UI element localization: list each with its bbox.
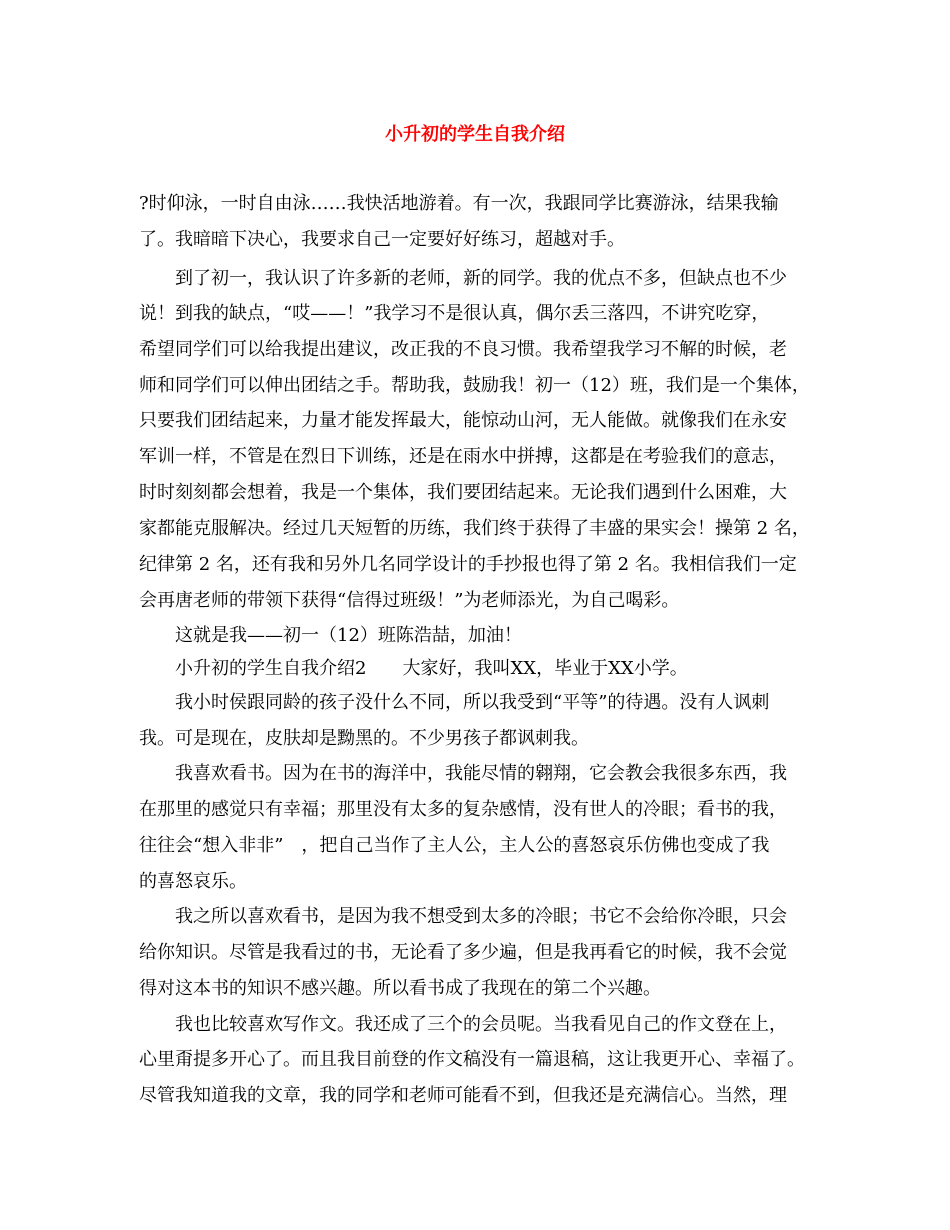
text-line: 只要我们团结起来，力量才能发挥最大，能惊动山河，无人能做。就像我们在永安 xyxy=(139,410,787,431)
text-line: 了。我暗暗下决心，我要求自己一定要好好练习，超越对手。 xyxy=(139,229,625,250)
text-line: 师和同学们可以伸出团结之手。帮助我，鼓励我！初一（12）班，我们是一个集体， xyxy=(139,375,810,396)
text-line: 的喜怒哀乐。 xyxy=(139,871,247,892)
text-line: 我。可是现在，皮肤却是黝黑的。不少男孩子都讽刺我。 xyxy=(139,728,589,749)
text-line: 尽管我知道我的文章，我的同学和老师可能看不到，但我还是充满信心。当然，理 xyxy=(139,1085,787,1106)
text-line: 得对这本书的知识不感兴趣。所以看书成了我现在的第二个兴趣。 xyxy=(139,978,661,999)
text-line: 这就是我——初一（12）班陈浩喆，加油！ xyxy=(175,625,522,646)
text-line: 我小时侯跟同龄的孩子没什么不同，所以我受到“平等”的待遇。没有人讽刺 xyxy=(175,692,770,713)
document-title: 小升初的学生自我介绍 xyxy=(385,124,565,145)
text-line: 往往会“想入非非” ，把自己当作了主人公，主人公的喜怒哀乐仿佛也变成了我 xyxy=(139,835,770,856)
text-line: 纪律第 2 名，还有我和另外几名同学设计的手抄报也得了第 2 名。我相信我们一定 xyxy=(139,554,797,575)
text-line: 我喜欢看书。因为在书的海洋中，我能尽情的翱翔，它会教会我很多东西，我 xyxy=(175,763,787,784)
text-line: 说！到我的缺点，“哎——！”我学习不是很认真，偶尔丢三落四，不讲究吃穿， xyxy=(139,303,770,324)
text-line: 小升初的学生自我介绍2 大家好，我叫XX，毕业于XX小学。 xyxy=(175,658,688,679)
text-line: 我也比较喜欢写作文。我还成了三个的会员呢。当我看见自己的作文登在上， xyxy=(175,1014,787,1035)
text-line: 我之所以喜欢看书，是因为我不想受到太多的冷眼；书它不会给你冷眼，只会 xyxy=(175,906,787,927)
text-line: 在那里的感觉只有幸福；那里没有太多的复杂感情，没有世人的冷眼；看书的我， xyxy=(139,799,787,820)
text-line: 军训一样，不管是在烈日下训练，还是在雨水中拼搏，这都是在考验我们的意志， xyxy=(139,446,787,467)
text-line: 希望同学们可以给我提出建议，改正我的不良习惯。我希望我学习不解的时候，老 xyxy=(139,339,787,360)
text-line: 家都能克服解决。经过几天短暂的历练，我们终于获得了丰盛的果实会！操第 2 名， xyxy=(139,518,810,539)
text-line: 到了初一，我认识了许多新的老师，新的同学。我的优点不多，但缺点也不少 xyxy=(175,268,787,289)
text-line: ?时仰泳，一时自由泳……我快活地游着。有一次，我跟同学比赛游泳，结果我输 xyxy=(139,193,779,214)
text-line: 时时刻刻都会想着，我是一个集体，我们要团结起来。无论我们遇到什么困难，大 xyxy=(139,482,787,503)
text-line: 给你知识。尽管是我看过的书，无论看了多少遍，但是我再看它的时候，我不会觉 xyxy=(139,942,787,963)
text-line: 会再唐老师的带领下获得“信得过班级！”为老师添光，为自己喝彩。 xyxy=(139,590,680,611)
text-line: 心里甭提多开心了。而且我目前登的作文稿没有一篇退稿，这让我更开心、幸福了。 xyxy=(139,1049,805,1070)
